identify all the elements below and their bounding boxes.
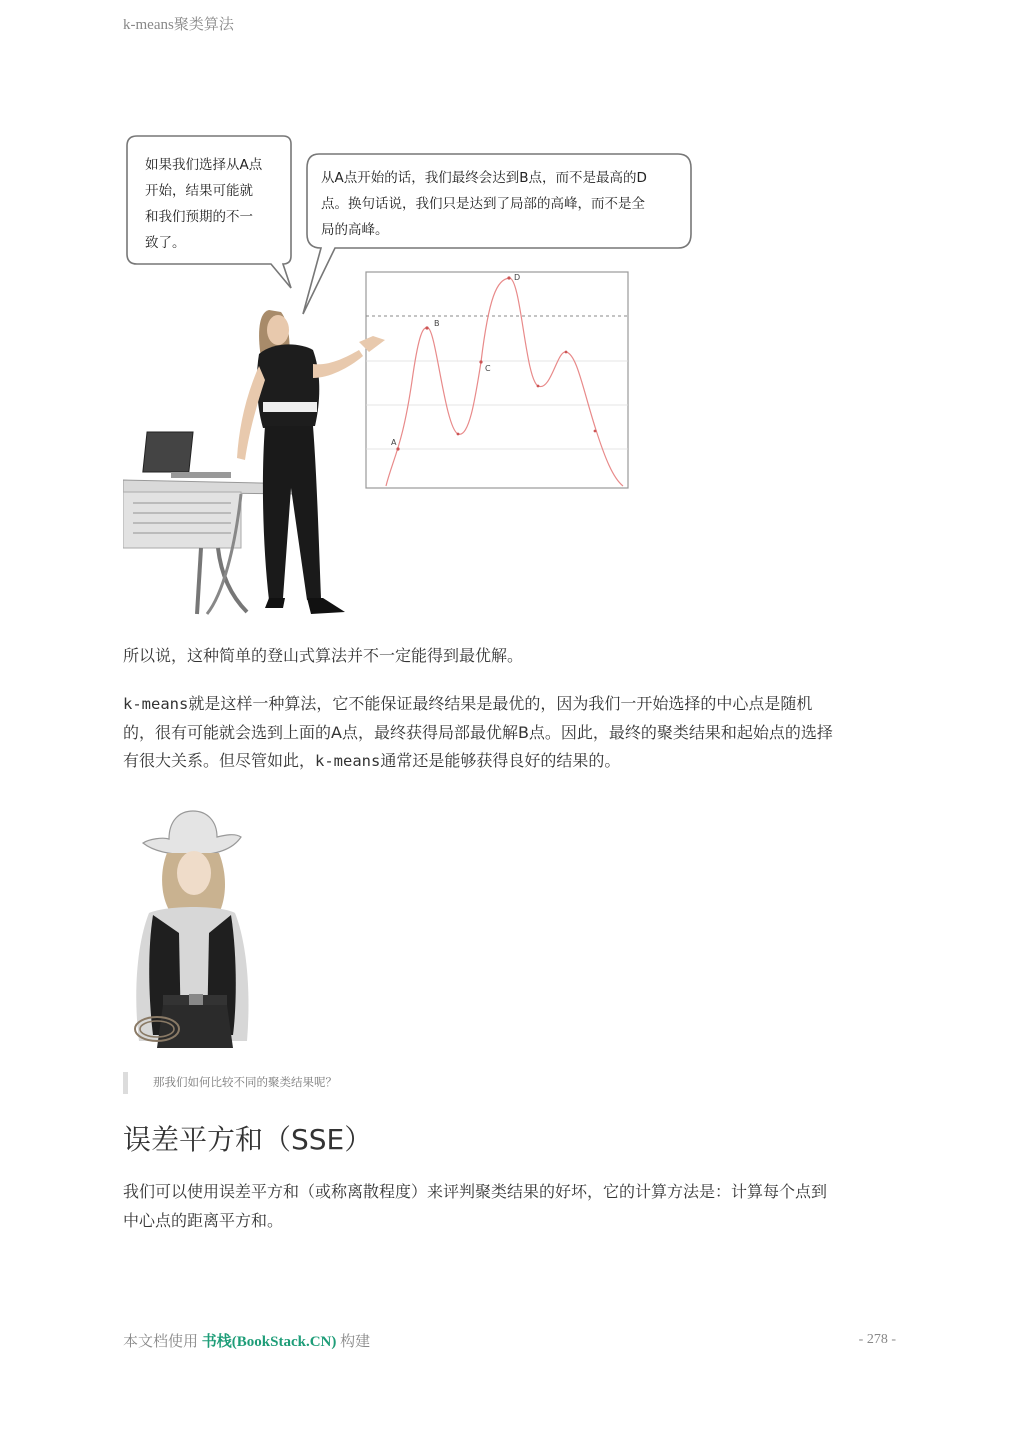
footer-credit	[123, 1330, 370, 1351]
point-a-marker	[396, 447, 399, 450]
jeans	[157, 1005, 233, 1048]
bubble-right-line-1: 从A点开始的话，我们最终会达到B点，而不是最高的D	[321, 170, 647, 186]
point-d-label: D	[514, 273, 521, 282]
section-heading: 误差平方和（SSE）	[123, 1123, 373, 1156]
presenter-shoe	[265, 598, 285, 608]
curve-point	[594, 430, 597, 433]
curve-point	[565, 351, 568, 354]
point-c-label: C	[485, 364, 491, 373]
bookstack-link[interactable]: 书栈(BookStack.CN)	[201, 1334, 337, 1350]
point-c-marker	[479, 360, 482, 363]
point-a-label: A	[391, 438, 397, 447]
presenter-stripe	[263, 402, 317, 412]
hat-icon	[143, 811, 241, 855]
belt-buckle	[189, 994, 203, 1006]
point-b-label: B	[434, 319, 440, 328]
bubble-left-line-3: 和我们预期的不一	[145, 209, 253, 225]
laptop-base	[171, 472, 231, 478]
hill-climbing-illustration	[123, 128, 698, 618]
bubble-right-line-3: 局的高峰。	[321, 222, 389, 238]
page-number: - 278 -	[858, 1332, 896, 1347]
bubble-left-line-4: 致了。	[145, 235, 186, 251]
paragraph-1: 所以说，这种简单的登山式算法并不一定能得到最优解。	[123, 646, 524, 665]
presenter-shoe	[307, 598, 345, 614]
laptop-screen	[143, 432, 193, 472]
bubble-left-line-1: 如果我们选择从A点	[145, 157, 263, 173]
footer-prefix: 本文档使用	[123, 1334, 199, 1350]
running-header: k-means聚类算法	[123, 17, 234, 33]
presenter-dress	[257, 344, 319, 428]
chart-frame	[366, 272, 628, 488]
desk-panel	[123, 492, 241, 548]
paragraph-2	[123, 690, 898, 776]
point-d-marker	[507, 276, 510, 279]
point-b-marker	[425, 326, 428, 329]
paragraph-3-line-1: 我们可以使用误差平方和（或称离散程度）来评判聚类结果的好坏，它的计算方法是：计算每个点到	[123, 1182, 828, 1201]
paragraph-2-line-3: 有很大关系。但尽管如此，k-means通常还是能够获得良好的结果的。	[123, 751, 621, 770]
paragraph-2-line-1: k-means就是这样一种算法，它不能保证最终结果是最优的，因为我们一开始选择的中心点是随机	[123, 694, 813, 713]
presenter-arm	[313, 350, 363, 378]
curve-point	[457, 433, 460, 436]
code-term: k-means	[123, 695, 189, 713]
blockquote: 那我们如何比较不同的聚类结果呢？	[123, 1072, 898, 1094]
hill-chart	[366, 272, 628, 488]
paragraph-3	[123, 1178, 898, 1235]
paragraph-3-line-2: 中心点的距离平方和。	[123, 1210, 284, 1230]
curve-point	[537, 385, 540, 388]
code-term: k-means	[315, 752, 381, 770]
cowgirl-illustration	[123, 803, 258, 1048]
presenter-illustration	[237, 310, 385, 614]
footer-suffix: 构建	[340, 1334, 371, 1350]
presenter-trousers	[263, 426, 321, 600]
face	[177, 851, 211, 895]
bubble-right-line-2: 点。换句话说，我们只是达到了局部的高峰，而不是全	[321, 196, 645, 212]
bubble-left-line-2: 开始，结果可能就	[145, 183, 253, 199]
presenter-face	[267, 315, 289, 345]
desk-leg	[197, 548, 201, 614]
paragraph-2-line-2: 的，很有可能就会选到上面的A点，最终获得局部最优解B点。因此，最终的聚类结果和起始点的选择	[123, 722, 833, 742]
